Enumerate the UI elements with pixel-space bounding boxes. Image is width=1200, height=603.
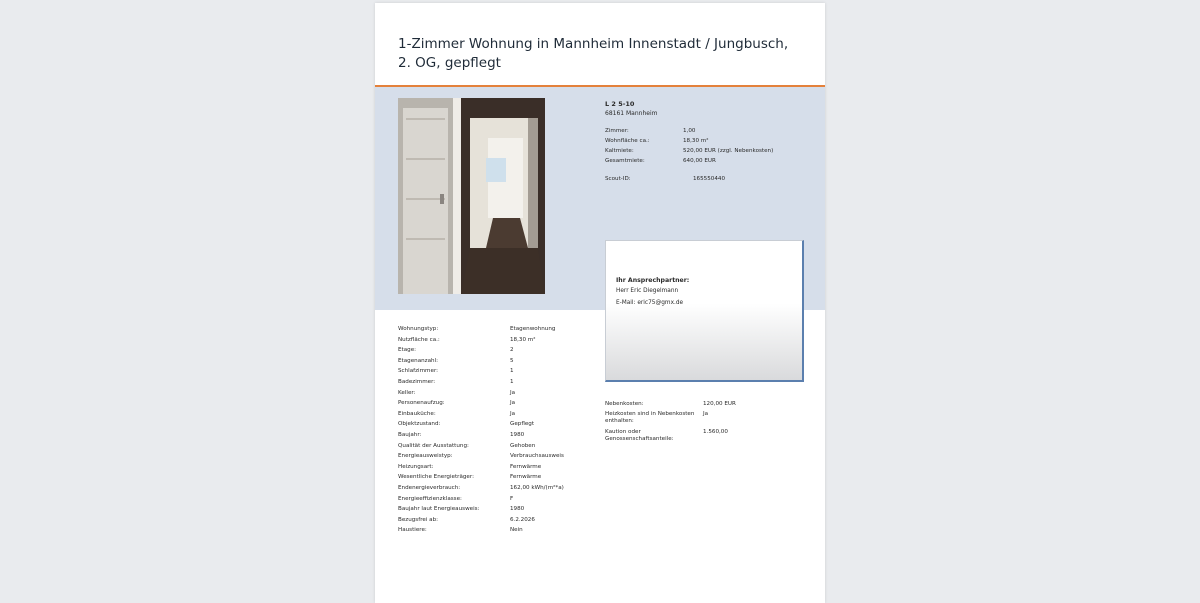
detail-label: Wesentliche Energieträger: — [398, 474, 474, 481]
detail-row — [398, 506, 598, 517]
detail-row — [398, 517, 598, 528]
fact-label: Gesamtmiete: — [605, 158, 645, 164]
detail-row — [398, 337, 598, 348]
detail-row — [398, 443, 598, 454]
fact-value: 520,00 EUR (zzgl. Nebenkosten) — [683, 148, 774, 154]
detail-label: Baujahr laut Energieausweis: — [398, 506, 480, 513]
detail-row — [398, 432, 598, 443]
detail-label: Keller: — [398, 389, 416, 396]
cost-label: Nebenkosten: — [605, 401, 644, 407]
contact-name: Herr Eric Diegelmann — [616, 288, 679, 294]
detail-value: 162,00 kWh/(m²*a) — [510, 484, 564, 491]
costs-list — [605, 401, 805, 445]
contact-heading: Ihr Ansprechpartner: — [616, 277, 690, 284]
detail-label: Wohnungstyp: — [398, 326, 439, 332]
detail-row — [398, 326, 598, 337]
fact-row — [605, 158, 805, 168]
contact-card — [605, 240, 804, 382]
detail-value: 1980 — [510, 431, 525, 438]
detail-label: Objektzustand: — [398, 421, 441, 428]
detail-row — [398, 400, 598, 411]
detail-row — [398, 527, 598, 538]
cost-value: Ja — [703, 411, 709, 417]
detail-row — [398, 496, 598, 507]
cost-label: Heizkosten sind in Nebenkosten enthalten: — [605, 411, 695, 424]
scout-id-label: Scout-ID: — [605, 176, 631, 182]
page-title: 1-Zimmer Wohnung in Mannheim Innenstadt / Jungbusch, 2. OG, gepflegt — [398, 36, 789, 71]
detail-label: Nutzfläche ca.: — [398, 336, 440, 343]
address-street: L 2 5-10 — [605, 100, 635, 108]
fact-value: 18,30 m² — [683, 138, 709, 144]
detail-value: 1 — [510, 368, 514, 375]
fact-label: Kaltmiete: — [605, 148, 634, 154]
detail-row — [398, 453, 598, 464]
detail-label: Schlafzimmer: — [398, 368, 439, 375]
address-city: 68161 Mannheim — [605, 110, 658, 117]
detail-row — [398, 411, 598, 422]
detail-row — [398, 421, 598, 432]
detail-label: Haustiere: — [398, 527, 427, 534]
detail-row — [398, 358, 598, 369]
detail-value: Ja — [510, 389, 516, 396]
detail-label: Personenaufzug: — [398, 400, 445, 407]
fact-row — [605, 128, 805, 138]
detail-label: Qualität der Ausstattung: — [398, 442, 469, 449]
fact-label: Zimmer: — [605, 128, 629, 134]
fact-value: 640,00 EUR — [683, 158, 716, 164]
detail-label: Badezimmer: — [398, 378, 436, 385]
detail-value: Verbrauchsausweis — [510, 453, 564, 460]
scout-id-value: 165550440 — [693, 176, 726, 182]
detail-label: Baujahr: — [398, 431, 422, 438]
detail-label: Energieeffizienzklasse: — [398, 495, 462, 502]
detail-value: Gehoben — [510, 442, 536, 449]
detail-value: 1 — [510, 378, 514, 385]
cost-row — [605, 411, 805, 429]
detail-value: 6.2.2026 — [510, 516, 535, 523]
detail-label: Heizungsart: — [398, 463, 434, 470]
detail-label: Endenergieverbrauch: — [398, 484, 461, 491]
detail-label: Etagenanzahl: — [398, 357, 439, 364]
detail-value: Ja — [510, 410, 516, 417]
fact-label: Wohnfläche ca.: — [605, 138, 650, 144]
detail-label: Etage: — [398, 347, 417, 354]
cost-label: Kaution oder Genossenschaftsanteile: — [605, 429, 674, 442]
detail-label: Einbauküche: — [398, 410, 436, 417]
detail-value: F — [510, 495, 514, 502]
detail-value: Gepflegt — [510, 421, 535, 428]
detail-label: Energieausweistyp: — [398, 453, 453, 460]
details-list — [398, 326, 598, 538]
detail-row — [398, 390, 598, 401]
detail-value: Nein — [510, 527, 523, 534]
detail-row — [398, 368, 598, 379]
detail-row — [398, 379, 598, 390]
scout-id — [605, 176, 805, 182]
cost-row — [605, 429, 805, 445]
detail-value: 5 — [510, 357, 514, 364]
detail-value: 18,30 m² — [510, 336, 536, 343]
contact-email[interactable]: E-Mail: eric75@gmx.de — [616, 300, 684, 306]
detail-row — [398, 347, 598, 358]
fact-row — [605, 138, 805, 148]
cost-value: 120,00 EUR — [703, 401, 736, 407]
cost-value: 1.560,00 — [703, 429, 728, 435]
detail-value: Ja — [510, 400, 516, 407]
address-block — [605, 99, 657, 119]
detail-row — [398, 474, 598, 485]
key-facts — [605, 128, 805, 168]
fact-row — [605, 148, 805, 158]
detail-value: Etagenwohnung — [510, 326, 556, 332]
fact-value: 1,00 — [683, 128, 696, 134]
detail-value: Fernwärme — [510, 463, 542, 470]
detail-value: Fernwärme — [510, 474, 542, 481]
detail-row — [398, 464, 598, 475]
detail-label: Bezugsfrei ab: — [398, 516, 439, 523]
detail-row — [398, 485, 598, 496]
cost-row — [605, 401, 805, 411]
detail-value: 2 — [510, 347, 514, 354]
detail-value: 1980 — [510, 506, 525, 513]
apartment-photo — [398, 98, 545, 294]
